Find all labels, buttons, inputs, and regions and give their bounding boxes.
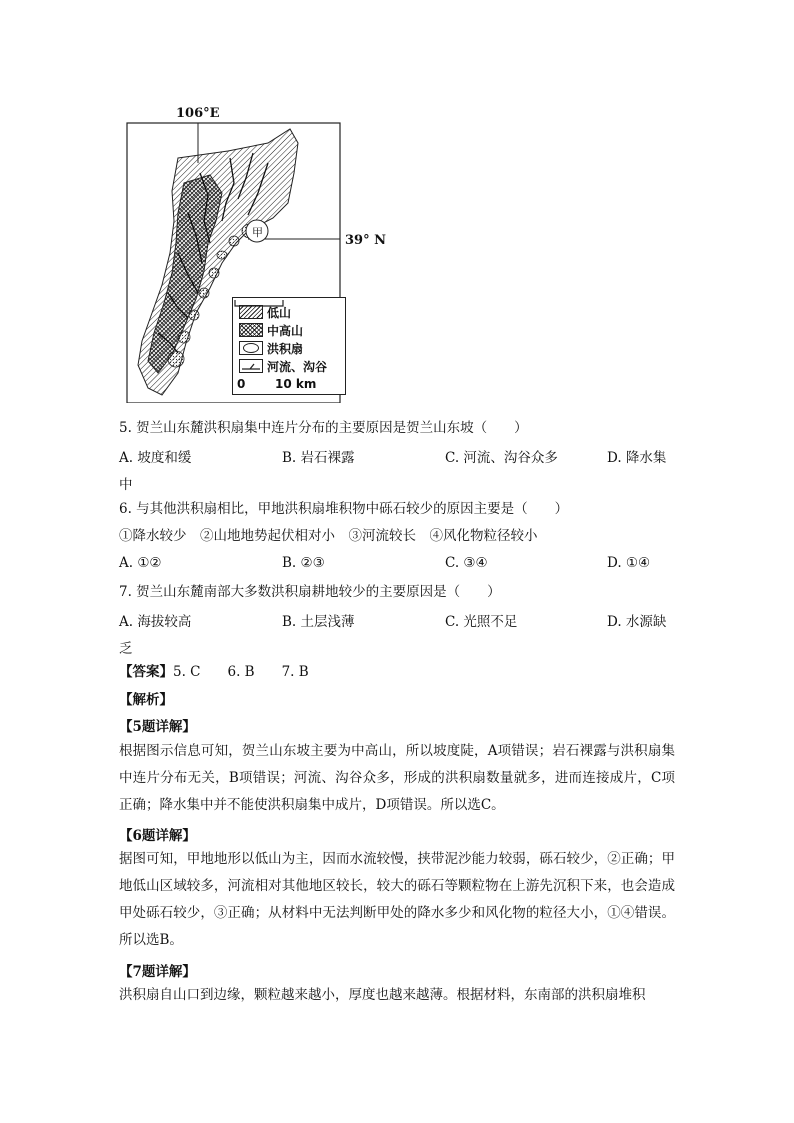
answer-value: 5. C 6. B 7. B — [173, 664, 309, 680]
scale-bar — [233, 298, 285, 308]
q6-option-d: D. ①④ — [607, 555, 651, 571]
q7-stem: 7. 贺兰山东麓南部大多数洪积扇耕地较少的主要原因是（ ） — [119, 584, 501, 600]
q6-option-a: A. ①② — [119, 555, 162, 571]
legend-low-mountain: 低山 — [239, 304, 291, 320]
detail-5-title: 【5题详解】 — [119, 719, 196, 735]
q7-option-b: B. 土层浅薄 — [282, 614, 355, 630]
q7-option-a: A. 海拔较高 — [119, 614, 192, 630]
q7-option-d: D. 水源缺 — [607, 614, 667, 630]
helan-mountain-map — [118, 103, 398, 403]
detail-5-text: 根据图示信息可知，贺兰山东坡主要为中高山，所以坡度陡，A项错误；岩石裸露与洪积扇集中连片分布无关，B项错误；河流、沟谷众多，形成的洪积扇数量就多，进而连接成片，C项正确；降水集中并不能使洪积扇集中成片，D项错误。所以选C。 — [119, 743, 675, 813]
detail-7-title: 【7题详解】 — [119, 964, 196, 980]
legend-mid-high-mountain: 中高山 — [239, 322, 303, 338]
detail-6-text: 据图可知，甲地地形以低山为主，因而水流较慢，挟带泥沙能力较弱，砾石较少，②正确；甲地低山区域较多，河流相对其他地区较长，较大的砾石等颗粒物在上游先沉积下来，也会造成甲处砾石较少，③正确；从材料中无法判断甲处的降水多少和风化物的粒径大小，①④错误。所以选B。 — [119, 851, 675, 948]
answer-line — [119, 662, 309, 682]
q5-option-a: A. 坡度和缓 — [119, 450, 192, 466]
river-valley-swatch — [239, 359, 263, 373]
legend-river-valley: 河流、沟谷 — [239, 358, 327, 374]
map-legend: 低山 中高山 洪积扇 河流、沟谷 0 10 km — [232, 297, 346, 395]
q6-option-c: C. ③④ — [445, 555, 488, 571]
mid-high-mountain-swatch — [239, 323, 263, 337]
detail-7-text: 洪积扇自山口到边缘，颗粒越来越小，厚度也越来越薄。根据材料，东南部的洪积扇堆积 — [119, 987, 646, 1003]
answer-label: 【答案】 — [119, 664, 173, 680]
q5-stem: 5. 贺兰山东麓洪积扇集中连片分布的主要原因是贺兰山东坡（ ） — [119, 420, 528, 436]
q6-items: ①降水较少 ②山地地势起伏相对小 ③河流较长 ④风化物粒径较小 — [119, 528, 538, 544]
analysis-label: 【解析】 — [119, 692, 173, 708]
q5-option-b: B. 岩石裸露 — [282, 450, 355, 466]
longitude-label: 106°E — [176, 106, 220, 121]
q5-option-c: C. 河流、沟谷众多 — [445, 450, 558, 466]
detail-6-title: 【6题详解】 — [119, 828, 196, 844]
q5-option-d-wrap: 中 — [119, 477, 133, 493]
q7-option-c: C. 光照不足 — [445, 614, 518, 630]
place-label-jia: 甲 — [252, 226, 263, 239]
latitude-label: 39° N — [345, 233, 386, 248]
q7-option-d-wrap: 乏 — [119, 641, 133, 657]
q5-option-d: D. 降水集 — [607, 450, 667, 466]
q6-stem: 6. 与其他洪积扇相比，甲地洪积扇堆积物中砾石较少的原因主要是（ ） — [119, 501, 569, 517]
q6-option-b: B. ②③ — [282, 555, 325, 571]
legend-alluvial-fan: 洪积扇 — [239, 340, 303, 356]
alluvial-fan-swatch — [239, 341, 263, 355]
